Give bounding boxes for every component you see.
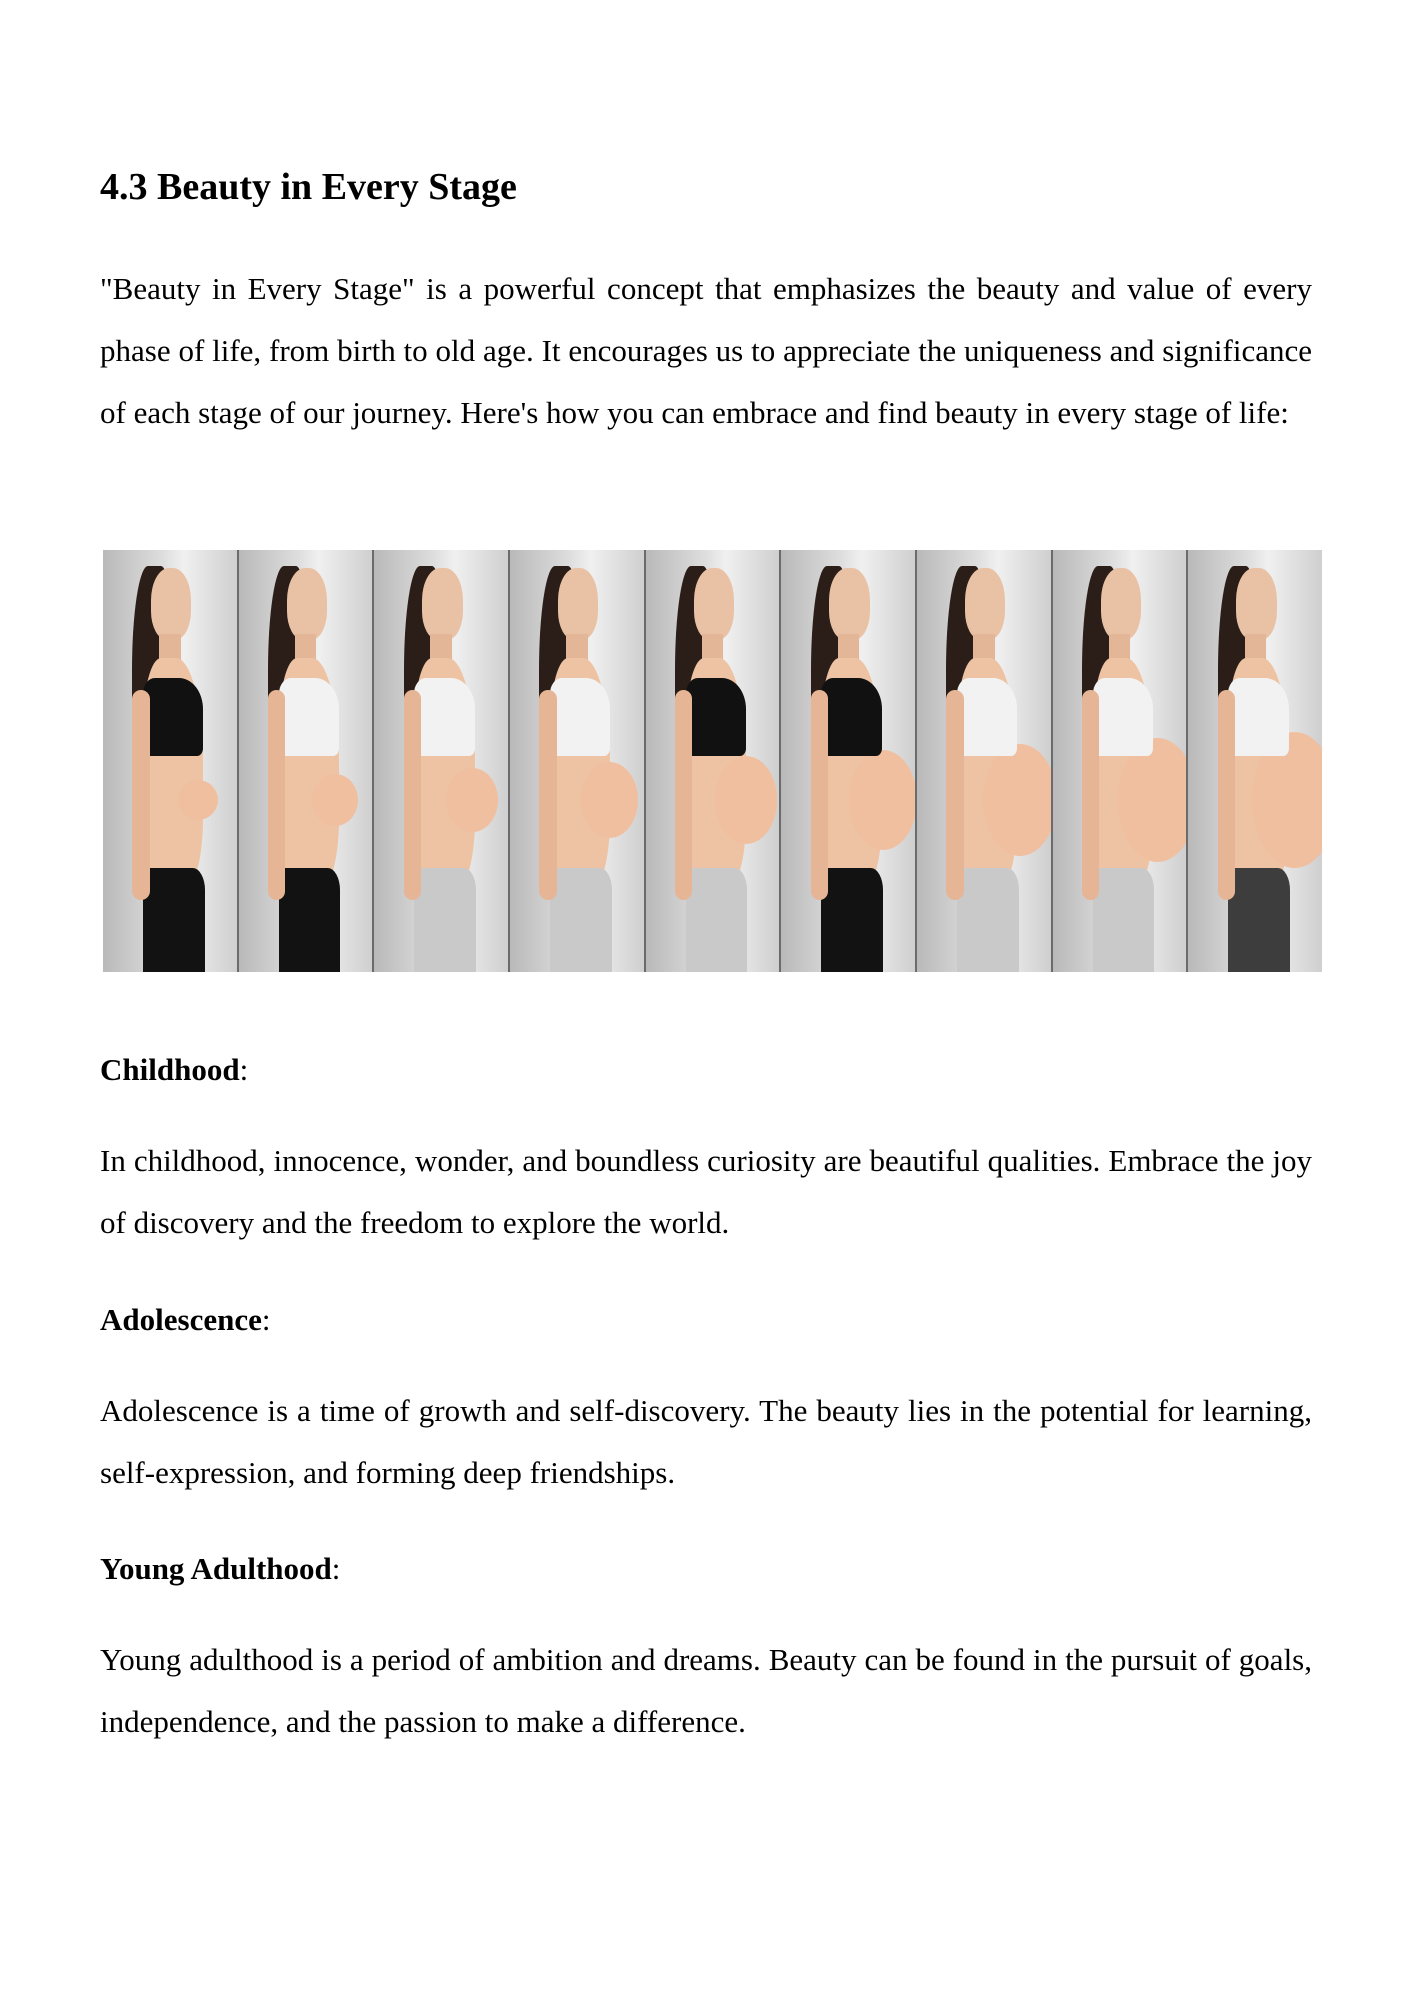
- arm-shape: [946, 690, 963, 900]
- pants-garment: [550, 868, 611, 972]
- stage-heading-label: Adolescence: [100, 1302, 262, 1337]
- stage-heading-young-adulthood: [100, 1549, 340, 1589]
- photo-panel: [646, 550, 782, 972]
- top-garment: [1228, 678, 1288, 756]
- head-shape: [965, 568, 1005, 640]
- top-garment: [414, 678, 474, 756]
- photo-panel: [374, 550, 510, 972]
- head-shape: [829, 568, 869, 640]
- colon: :: [331, 1551, 341, 1586]
- arm-shape: [268, 690, 285, 900]
- pants-garment: [1093, 868, 1154, 972]
- top-garment: [1093, 678, 1153, 756]
- belly-shape: [312, 774, 358, 826]
- top-garment: [143, 678, 203, 756]
- arm-shape: [404, 690, 421, 900]
- belly-shape: [849, 750, 917, 850]
- colon: :: [261, 1302, 271, 1337]
- arm-shape: [811, 690, 828, 900]
- top-garment: [686, 678, 746, 756]
- head-shape: [151, 568, 191, 640]
- top-garment: [957, 678, 1017, 756]
- top-garment: [550, 678, 610, 756]
- pants-garment: [1228, 868, 1289, 972]
- head-shape: [422, 568, 462, 640]
- stage-text-adolescence: Adolescence is a time of growth and self-discovery. The beauty lies in the potential for learning, self-expression, and forming deep friendships.: [100, 1393, 1312, 1490]
- head-shape: [287, 568, 327, 640]
- pants-garment: [957, 868, 1018, 972]
- stage-heading-adolescence: [100, 1300, 270, 1340]
- belly-shape: [178, 780, 218, 820]
- belly-shape: [715, 756, 778, 844]
- stage-text-childhood: In childhood, innocence, wonder, and boundless curiosity are beautiful qualities. Embrace the joy of discovery and the freedom to explore the world.: [100, 1143, 1312, 1240]
- stage-heading-childhood: [100, 1050, 248, 1090]
- stage-heading-label: Childhood: [100, 1052, 240, 1087]
- top-garment: [279, 678, 339, 756]
- pants-garment: [143, 868, 204, 972]
- arm-shape: [1218, 690, 1235, 900]
- arm-shape: [132, 690, 149, 900]
- photo-panel: [239, 550, 375, 972]
- photo-panel: [103, 550, 239, 972]
- head-shape: [1236, 568, 1276, 640]
- pants-garment: [821, 868, 882, 972]
- top-garment: [821, 678, 881, 756]
- arm-shape: [539, 690, 556, 900]
- head-shape: [558, 568, 598, 640]
- pregnancy-stages-photo: [103, 550, 1322, 972]
- photo-panel: [781, 550, 917, 972]
- belly-shape: [983, 744, 1052, 856]
- pants-garment: [279, 868, 340, 972]
- stage-heading-label: Young Adulthood: [100, 1551, 332, 1586]
- photo-panel: [510, 550, 646, 972]
- belly-shape: [581, 762, 638, 838]
- arm-shape: [675, 690, 692, 900]
- intro-paragraph: "Beauty in Every Stage" is a powerful concept that emphasizes the beauty and value of every phase of life, from birth to old age. It encourages us to appreciate the uniqueness and significance of each stage of our journey. Here's how you can embrace and find beauty in every stage of life:: [100, 271, 1312, 430]
- photo-panel: [1188, 550, 1322, 972]
- section-title: 4.3 Beauty in Every Stage: [100, 166, 517, 208]
- photo-panel: [1053, 550, 1189, 972]
- pants-garment: [414, 868, 475, 972]
- belly-shape: [1118, 738, 1189, 862]
- arm-shape: [1082, 690, 1099, 900]
- belly-shape: [446, 768, 497, 832]
- colon: :: [239, 1052, 249, 1087]
- stage-text-young-adulthood: Young adulthood is a period of ambition and dreams. Beauty can be found in the pursuit of goals, independence, and the passion to make a difference.: [100, 1642, 1312, 1739]
- head-shape: [694, 568, 734, 640]
- head-shape: [1101, 568, 1141, 640]
- photo-panel: [917, 550, 1053, 972]
- pants-garment: [686, 868, 747, 972]
